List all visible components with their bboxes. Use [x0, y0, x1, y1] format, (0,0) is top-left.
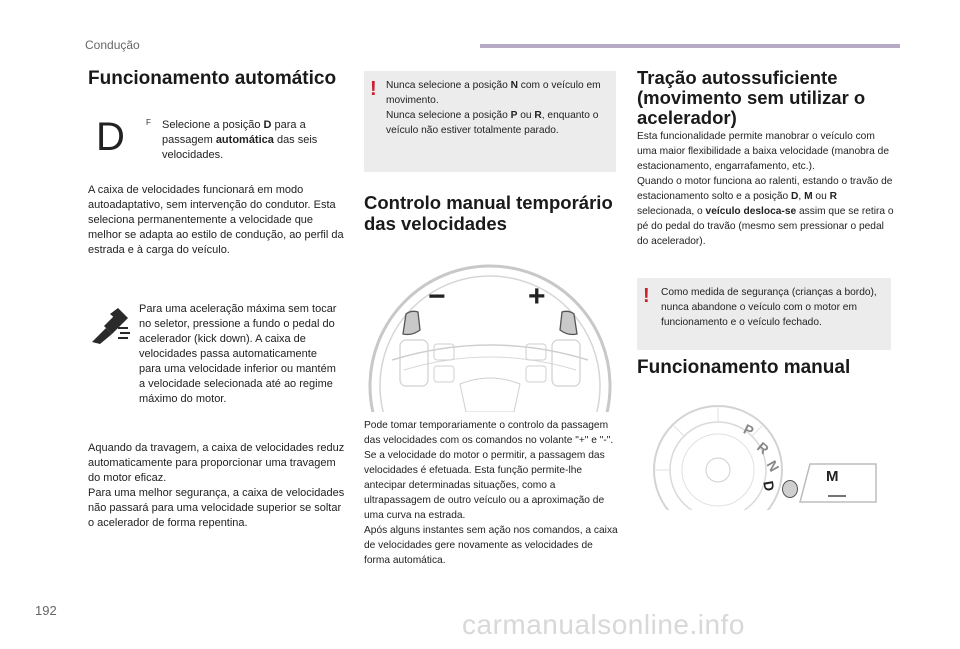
dial-knob-indicator [782, 480, 798, 498]
d-position-icon: D [96, 115, 125, 159]
dial-label-n: N [763, 457, 783, 475]
header-bar [480, 44, 900, 48]
warning-box-n-position [364, 71, 616, 172]
controlo-title: Controlo manual temporário das velocidades [364, 192, 613, 234]
controlo-text: Pode tomar temporariamente o controlo da passagem das velocidades com os comandos no volante "+" e "-". Se a velocidade do motor o permitir, a passagem das velocidades é efetuada. Esta função permite-lhe antecipar determinadas situações, como a ultrapassagem de outro veículo ou a aproximação de uma curva na estrada. Após alguns instantes sem ação nos comandos, a caixa de velocidades gere novamente as velocidades de forma automática. [364, 420, 618, 566]
foot-pedal-icon [88, 306, 132, 346]
dial-label-r: R [754, 438, 773, 458]
tracao-text: Esta funcionalidade permite manobrar o veículo com uma maior flexibilidade a baixa velocidade (manobra de estacionamento, engarrafamento, etc.). Quando o motor funciona ao ralenti, estando o travão de estacionamento solto e a posição D, M ou R selecionada, o veículo desloca-se assim que se retira o pé do pedal do travão (mesmo sem pressionar o pedal do acelerador). [637, 131, 894, 247]
paddle-plus[interactable] [558, 308, 580, 338]
plus-label: + [528, 280, 546, 313]
kickdown-text: Para uma aceleração máxima sem tocar no seletor, pressione a fundo o pedal do acelerador (kick down). A caixa de velocidades passa automaticamente para uma velocidade inferior ou mantém a velocidade selecionada até ao regime máximo do motor. [139, 303, 337, 405]
bullet-icon: F [146, 118, 151, 127]
tracao-title: Tração autossuficiente (movimento sem utilizar o acelerador) [637, 67, 866, 128]
dial-label-d: D [760, 479, 778, 493]
paddle-minus[interactable] [400, 308, 422, 338]
auto-title: Funcionamento automático [88, 68, 337, 89]
auto-paragraph-2: Aquando da travagem, a caixa de velocidades reduz automaticamente para proporcionar uma travagem do motor eficaz. Para uma melhor segurança, a caixa de velocidades não passará para uma velocidade superior se soltar o acelerador de forma repentina. [88, 442, 345, 529]
auto-paragraph-1: A caixa de velocidades funcionará em modo autoadaptativo, sem intervenção do condutor. Esta seleciona permanentemente a velocidade que melhor se adapta ao estilo de condução, ao perfil da estrada e à carga do veículo. [88, 184, 344, 256]
warning-box-safety [637, 278, 891, 350]
page-number: 192 [35, 603, 57, 618]
steering-wheel-illustration [364, 244, 616, 412]
manual-title: Funcionamento manual [637, 357, 851, 378]
warning-icon: ! [643, 285, 650, 307]
minus-label: − [428, 280, 446, 313]
auto-bullet-text: Selecione a posição D para a passagem automática das seis velocidades. [162, 119, 318, 161]
warning-text: Nunca selecione a posição N com o veículo em movimento. Nunca selecione a posição P ou R, enquanto o veículo não estiver totalmente parado. [386, 80, 601, 136]
m-button-label[interactable]: M [826, 468, 839, 485]
warning-icon: ! [370, 78, 377, 100]
gear-selector-illustration [640, 392, 890, 510]
dial-label-p: P [741, 420, 757, 440]
warning-text: Como medida de segurança (crianças a bordo), nunca abandone o veículo com o motor em funcionamento e o veículo fechado. [661, 287, 877, 328]
watermark: carmanualsonline.info [462, 609, 745, 640]
section-label: Condução [85, 38, 140, 52]
